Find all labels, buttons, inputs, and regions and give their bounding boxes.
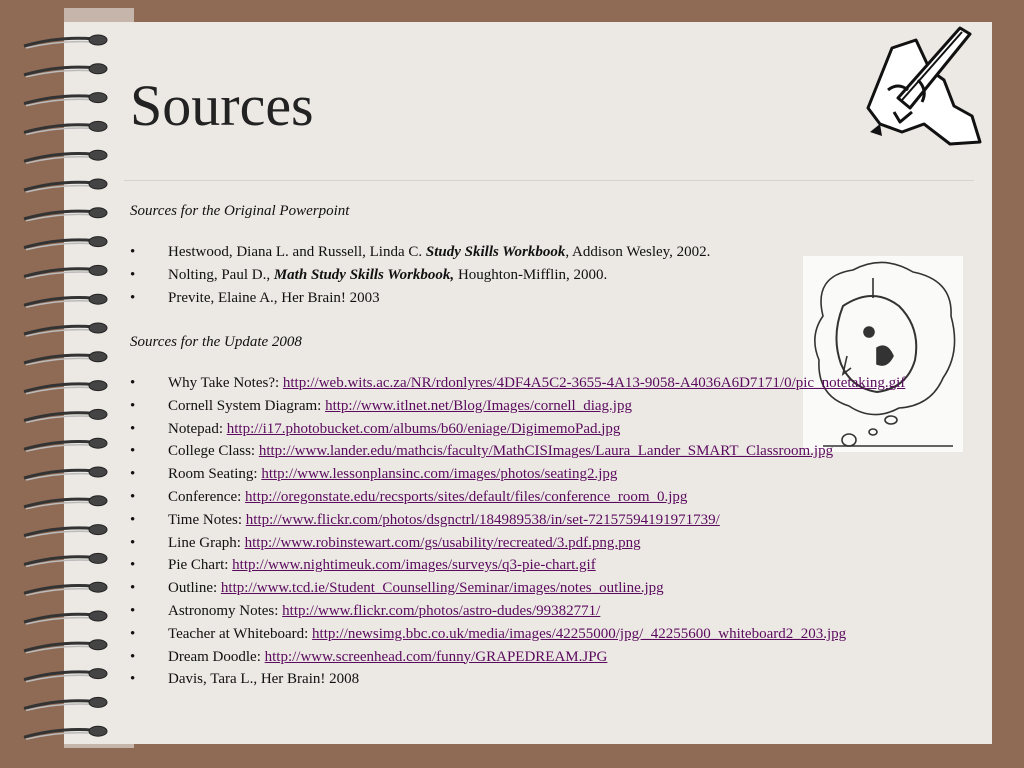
- list-item: [130, 512, 905, 529]
- list-item: [130, 557, 905, 574]
- original-sources-heading: Sources for the Original Powerpoint: [130, 203, 350, 219]
- item-label: Outline:: [168, 580, 221, 597]
- bullet: •: [130, 244, 136, 260]
- item-label: Conference:: [168, 488, 246, 505]
- bullet: •: [130, 443, 136, 460]
- ring-hole: [89, 323, 107, 333]
- ring-hole: [89, 726, 107, 736]
- source-link[interactable]: http://www.screenhead.com/funny/GRAPEDREAM.JPG: [264, 648, 608, 665]
- list-item: [130, 671, 905, 688]
- list-item: [130, 626, 905, 643]
- ring-hole: [89, 237, 107, 247]
- ring-hole: [89, 467, 107, 477]
- list-item: [130, 244, 710, 261]
- item-label: Time Notes:: [168, 511, 246, 528]
- source-link[interactable]: http://web.wits.ac.za/NR/rdonlyres/4DF4A5C2-3655-4A13-9058-A4036A6D7171/0/pic_notetaking.gif: [282, 375, 906, 391]
- ring-hole: [89, 294, 107, 304]
- list-item: [130, 398, 905, 415]
- list-item: [130, 375, 905, 392]
- item-publisher: Houghton-Mifflin, 2000.: [454, 267, 608, 283]
- ring-hole: [89, 93, 107, 103]
- source-link[interactable]: http://www.itlnet.net/Blog/Images/cornell_diag.jpg: [325, 397, 632, 414]
- ring-hole: [89, 582, 107, 592]
- update-sources-list: [130, 375, 905, 694]
- item-label: Line Graph:: [168, 534, 245, 551]
- item-book-title: Study Skills Workbook: [425, 244, 566, 260]
- bullet: •: [130, 397, 136, 414]
- ring-hole: [89, 64, 107, 74]
- ring-hole: [89, 669, 107, 679]
- bullet: •: [130, 267, 136, 283]
- source-link[interactable]: http://www.lessonplansinc.com/images/photos/seating2.jpg: [261, 466, 618, 483]
- bullet: •: [130, 420, 136, 437]
- bullet: •: [130, 375, 136, 391]
- source-link[interactable]: http://www.nightimeuk.com/images/surveys/q3-pie-chart.gif: [232, 557, 596, 574]
- writing-hand-icon: [858, 20, 990, 160]
- list-item: [130, 535, 905, 552]
- item-label: Davis, Tara L., Her Brain! 2008: [168, 671, 360, 688]
- ring-hole: [89, 35, 107, 45]
- source-link[interactable]: http://newsimg.bbc.co.uk/media/images/42255000/jpg/_42255600_whiteboard2_203.jpg: [312, 625, 847, 642]
- item-label: Astronomy Notes:: [168, 602, 283, 619]
- bullet: •: [130, 488, 136, 505]
- list-item: [130, 267, 710, 284]
- ring-hole: [89, 525, 107, 535]
- page-title: Sources: [130, 73, 314, 138]
- list-item: [130, 649, 905, 666]
- bullet: •: [130, 602, 136, 619]
- ring-hole: [89, 150, 107, 160]
- bullet: •: [130, 580, 136, 597]
- ring-hole: [89, 208, 107, 218]
- source-link[interactable]: http://www.robinstewart.com/gs/usability/recreated/3.pdf.png.png: [244, 534, 641, 551]
- bullet: •: [130, 534, 136, 551]
- source-link[interactable]: http://i17.photobucket.com/albums/b60/eniage/DigimemoPad.jpg: [226, 420, 621, 437]
- ring-hole: [89, 697, 107, 707]
- bullet: •: [130, 290, 136, 306]
- item-label: Notepad:: [168, 420, 227, 437]
- update-sources-heading: Sources for the Update 2008: [130, 334, 302, 350]
- original-sources-list: [130, 244, 710, 313]
- bullet: •: [130, 511, 136, 528]
- source-link[interactable]: http://www.flickr.com/photos/astro-dudes/99382771/: [282, 602, 601, 619]
- bullet: •: [130, 671, 136, 688]
- list-item: [130, 603, 905, 620]
- source-link[interactable]: http://www.tcd.ie/Student_Counselling/Seminar/images/notes_outline.jpg: [220, 580, 664, 597]
- spiral-binding-icon: [20, 25, 115, 745]
- ring-hole: [89, 409, 107, 419]
- list-item: [130, 580, 905, 597]
- ring-hole: [89, 121, 107, 131]
- list-item: [130, 443, 905, 460]
- item-label: Dream Doodle:: [168, 648, 265, 665]
- item-author: Nolting, Paul D.,: [168, 267, 274, 283]
- ring-hole: [89, 265, 107, 275]
- list-item: [130, 421, 905, 438]
- bullet: •: [130, 557, 136, 574]
- ring-hole: [89, 496, 107, 506]
- item-publisher: , Addison Wesley, 2002.: [565, 244, 711, 260]
- source-link[interactable]: http://www.flickr.com/photos/dsgnctrl/184989538/in/set-72157594191971739/: [245, 511, 720, 528]
- item-author: Hestwood, Diana L. and Russell, Linda C.: [168, 244, 426, 260]
- ring-hole: [89, 611, 107, 621]
- ring-hole: [89, 553, 107, 563]
- item-label: Cornell System Diagram:: [168, 397, 326, 414]
- ring-hole: [89, 640, 107, 650]
- source-link[interactable]: http://oregonstate.edu/recsports/sites/default/files/conference_room_0.jpg: [245, 488, 688, 505]
- item-book-title: Math Study Skills Workbook,: [273, 267, 455, 283]
- bullet: •: [130, 648, 136, 665]
- item-label: Pie Chart:: [168, 557, 233, 574]
- item-author: Previte, Elaine A., Her Brain! 2003: [168, 290, 380, 306]
- item-label: Room Seating:: [168, 466, 262, 483]
- bullet: •: [130, 466, 136, 483]
- title-divider: [124, 180, 974, 181]
- list-item: [130, 290, 710, 307]
- ring-hole: [89, 352, 107, 362]
- bullet: •: [130, 625, 136, 642]
- ring-hole: [89, 381, 107, 391]
- item-label: College Class:: [168, 443, 259, 460]
- list-item: [130, 489, 905, 506]
- ring-hole: [89, 438, 107, 448]
- list-item: [130, 466, 905, 483]
- item-label: Why Take Notes?:: [168, 375, 283, 391]
- source-link[interactable]: http://www.lander.edu/mathcis/faculty/MathCISImages/Laura_Lander_SMART_Classroom.jpg: [258, 443, 834, 460]
- ring-hole: [89, 179, 107, 189]
- item-label: Teacher at Whiteboard:: [168, 625, 313, 642]
